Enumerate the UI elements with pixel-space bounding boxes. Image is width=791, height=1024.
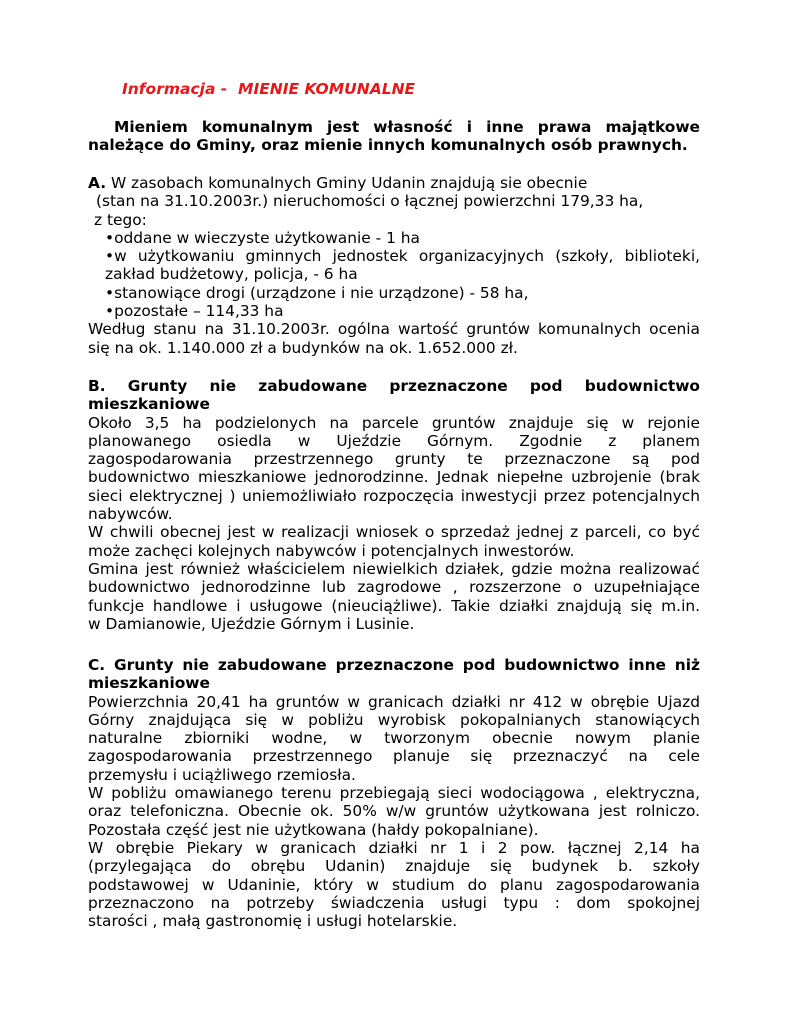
- section-b-line: W chwili obecnej jest w realizacji wniosek o sprzedaż jednej z parceli, co być: [88, 523, 700, 542]
- section-a-line: z tego:: [94, 210, 147, 229]
- section-b-line: zagospodarowania przestrzennego grunty te przeznaczone są pod: [88, 450, 700, 469]
- bullet-line: [105, 247, 700, 265]
- section-b-line: sieci elektrycznej ) uniemożliwiało rozpoczęcia inwestycji przez potencjalnych: [88, 486, 700, 505]
- section-c-heading: C. Grunty nie zabudowane przeznaczone pod budownictwo inne niż: [88, 656, 700, 674]
- section-b-line: Około 3,5 ha podzielonych na parcele gruntów znajduje się w rejonie: [88, 413, 700, 432]
- bullet-text: stanowiące drogi (urządzone i nie urządzone) - 58 ha,: [114, 283, 529, 302]
- bullet-text: pozostałe – 114,33 ha: [114, 302, 284, 321]
- section-a-line: [88, 174, 700, 192]
- section-a: [88, 174, 700, 357]
- section-a-line: (stan na 31.10.2003r.) nieruchomości o łącznej powierzchni 179,33 ha,: [96, 192, 644, 211]
- section-b-line: Gmina jest również właścicielem niewielkich działek, gdzie można realizować: [88, 559, 700, 578]
- intro-line: należące do Gminy, oraz mienie innych komunalnych osób prawnych.: [88, 136, 688, 155]
- section-c-heading: mieszkaniowe: [88, 674, 210, 693]
- section-c-line: W obrębie Piekary w granicach działki nr 1 i 2 pow. łącznej 2,14 ha: [88, 838, 700, 857]
- section-a-letter: A.: [88, 174, 107, 192]
- section-c-line: W pobliżu omawianego terenu przebiegają sieci wodociągowa , elektryczna,: [88, 784, 700, 803]
- section-c-line: starości , małą gastronomię i usługi hotelarskie.: [88, 912, 458, 931]
- bullet-text: zakład budżetowy, policja, - 6 ha: [105, 265, 358, 284]
- section-c-line: podstawowej w Udaninie, który w studium do planu zagospodarowania: [88, 875, 700, 894]
- section-c-line: przemysłu i uciążliwego rzemiosła.: [88, 765, 356, 784]
- bullet-text: w użytkowaniu gminnych jednostek organizacyjnych (szkoły, biblioteki,: [114, 247, 700, 266]
- section-c-line: przeznaczono na potrzeby świadczenia usługi typu : dom spokojnej: [88, 893, 700, 912]
- section-b: [88, 377, 700, 633]
- section-b-line: planowanego osiedla w Ujeździe Górnym. Zgodnie z planem: [88, 431, 700, 450]
- bullet-item: [88, 284, 700, 302]
- section-c-line: Powierzchnia 20,41 ha gruntów w granicach działki nr 412 w obrębie Ujazd: [88, 692, 700, 711]
- section-c: [88, 656, 700, 930]
- intro-line: Mieniem komunalnym jest własność i inne prawa majątkowe: [114, 118, 700, 136]
- bullet-dot-icon: •: [105, 283, 115, 302]
- section-c-line: (przylegająca do obrębu Udanin) znajduje się budynek b. szkoły: [88, 857, 700, 876]
- section-b-line: budownictwo mieszkaniowe jednorodzinne. Jednak niepełne uzbrojenie (brak: [88, 468, 700, 487]
- document-title: Informacja - MIENIE KOMUNALNE: [122, 80, 416, 98]
- section-b-line: może zachęci kolejnych nabywców i potencjalnych inwestorów.: [88, 541, 575, 560]
- intro-paragraph: [88, 118, 700, 155]
- bullet-dot-icon: •: [105, 228, 115, 247]
- section-c-line: naturalne zbiorniki wodne, w tworzonym obecnie nowym planie: [88, 729, 700, 748]
- section-b-line: w Damianowie, Ujeździe Górnym i Lusinie.: [88, 614, 415, 633]
- section-b-heading: mieszkaniowe: [88, 395, 210, 414]
- section-c-line: zagospodarowania przestrzennego planuje się przeznaczyć na cele: [88, 747, 700, 766]
- section-b-line: funkcje handlowe i usługowe (nieuciążliwe). Takie działki znajdują się m.in.: [88, 596, 700, 615]
- bullet-dot-icon: •: [105, 302, 115, 321]
- section-a-text: W zasobach komunalnych Gminy Udanin znajdują sie obecnie: [106, 174, 588, 192]
- section-c-line: oraz telefoniczna. Obecnie ok. 50% w/w gruntów użytkowana jest rolniczo.: [88, 802, 700, 821]
- bullet-item: [88, 247, 700, 284]
- section-b-line: nabywców.: [88, 505, 173, 524]
- bullet-dot-icon: •: [105, 247, 115, 266]
- section-a-summary-line: Według stanu na 31.10.2003r. ogólna wartość gruntów komunalnych ocenia: [88, 320, 700, 339]
- section-c-line: Pozostała część jest nie użytkowana (hałdy pokopalniane).: [88, 820, 539, 839]
- section-a-summary-line: się na ok. 1.140.000 zł a budynków na ok. 1.652.000 zł.: [88, 338, 518, 357]
- bullet-text: oddane w wieczyste użytkowanie - 1 ha: [114, 228, 420, 247]
- bullet-item: [88, 302, 700, 320]
- section-b-line: budownictwo jednorodzinne lub zagrodowe , rozszerzone o uzupełniające: [88, 578, 700, 597]
- section-b-heading: B. Grunty nie zabudowane przeznaczone pod budownictwo: [88, 377, 700, 395]
- section-c-line: Górny znajdująca się w pobliżu wyrobisk pokopalnianych stanowiących: [88, 710, 700, 729]
- bullet-item: [88, 229, 700, 247]
